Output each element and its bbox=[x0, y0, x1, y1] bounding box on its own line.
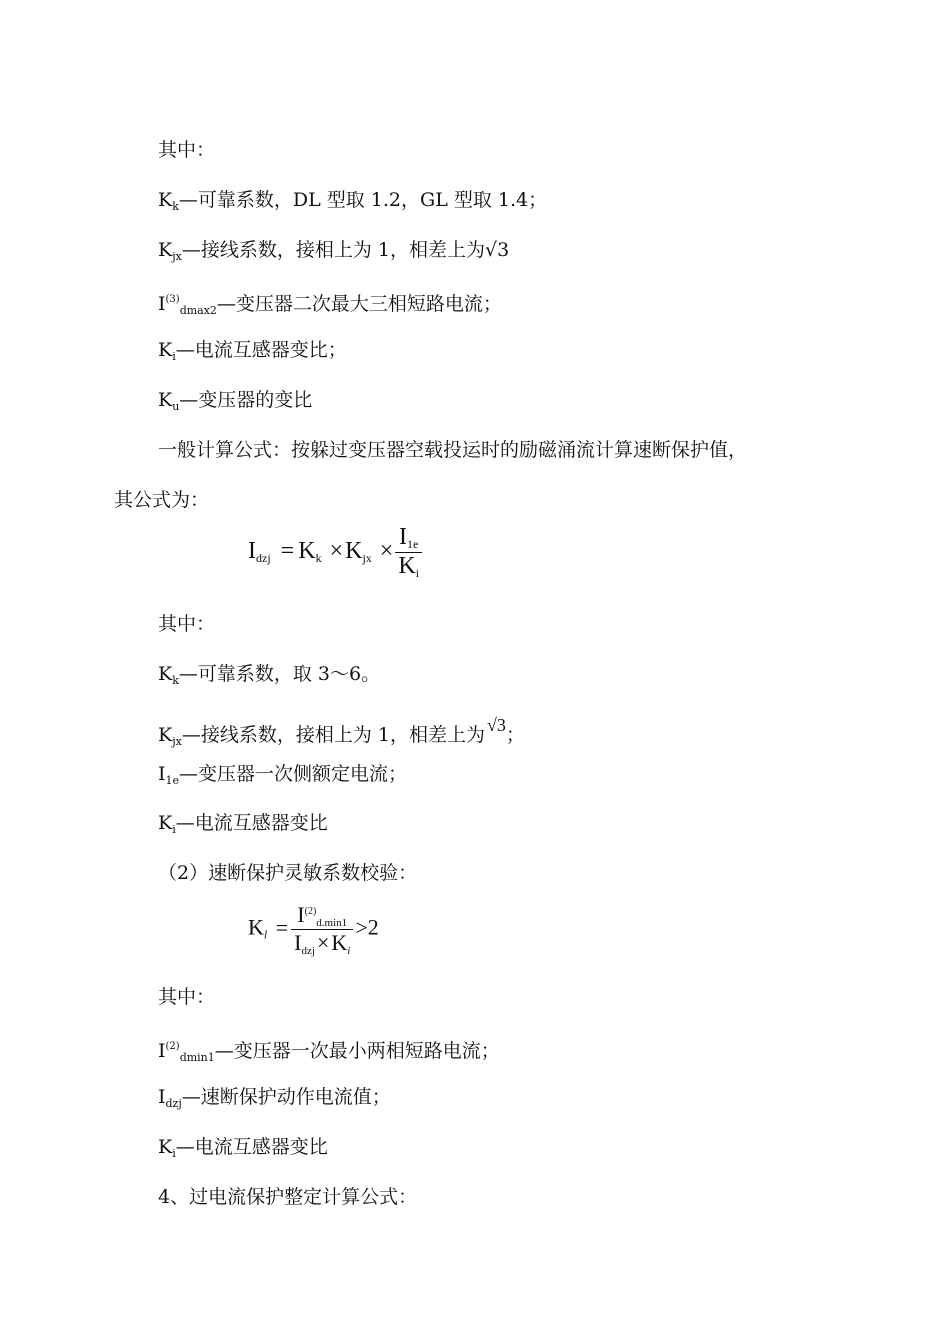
formula-idzj: $I_{dzj} = K_k \times K_{jx}$ × $\frac{I_{1e}}{K_i}$ bbox=[248, 524, 422, 581]
where-heading-3: 其中： bbox=[158, 986, 216, 1008]
definition-kk-2: $K_k—$可靠系数，取 3～6。 bbox=[158, 663, 381, 687]
where-heading-2: 其中： bbox=[158, 613, 216, 635]
definition-i3dmax2: $I^{(3)}_{dmax2}—$变压器二次最大三相短路电流； bbox=[158, 293, 502, 317]
definition-ki: $K_i—$电流互感器变比； bbox=[158, 339, 347, 363]
definition-kk: $K_k—$可靠系数，DL 型取 1.2，GL 型取 1.4； bbox=[158, 189, 548, 213]
formula-intro: 其公式为： bbox=[114, 489, 210, 511]
definition-idzj: $I_{dzj}—$速断保护动作电流值； bbox=[158, 1086, 391, 1110]
definition-i1e: $I_{1e}—$变压器一次侧额定电流； bbox=[158, 763, 408, 787]
section-overcurrent-formula: 4、过电流保护整定计算公式： bbox=[158, 1186, 418, 1208]
definition-ki-2: $K_i—$电流互感器变比 bbox=[158, 812, 328, 836]
fraction-i1e-over-ki: $\frac{I_{1e}}{K_i}$ bbox=[395, 524, 422, 581]
definition-ki-3: $K_i—$电流互感器变比 bbox=[158, 1136, 328, 1160]
definition-kjx: $K_{jx}—$接线系数，接相上为 1，相差上为√3 bbox=[158, 239, 510, 263]
fraction-i2dmin1-over-idzj-ki: $\frac{I^{(2)}_{d.min1}}{I_{dzj}\times K_i}$ bbox=[291, 902, 353, 957]
definition-kjx-2: $K_{jx}—$接线系数，接相上为 1，相差上为 √3； bbox=[158, 715, 525, 748]
formula-kl: $K_l$ = $\frac{I^{(2)}_{d.min1}}{I_{dzj}\times K_i}$ >2 bbox=[248, 902, 379, 957]
definition-ku: $K_u—$变压器的变比 bbox=[158, 389, 313, 413]
where-heading: 其中： bbox=[158, 139, 216, 161]
general-formula-intro: 一般计算公式：按躲过变压器空载投运时的励磁涌流计算速断保护值， bbox=[158, 439, 748, 461]
section-sensitivity-check: （2）速断保护灵敏系数校验： bbox=[158, 862, 418, 884]
definition-i2dmin1: $I^{(2)}_{dmin1}—$变压器一次最小两相短路电流； bbox=[158, 1040, 500, 1064]
